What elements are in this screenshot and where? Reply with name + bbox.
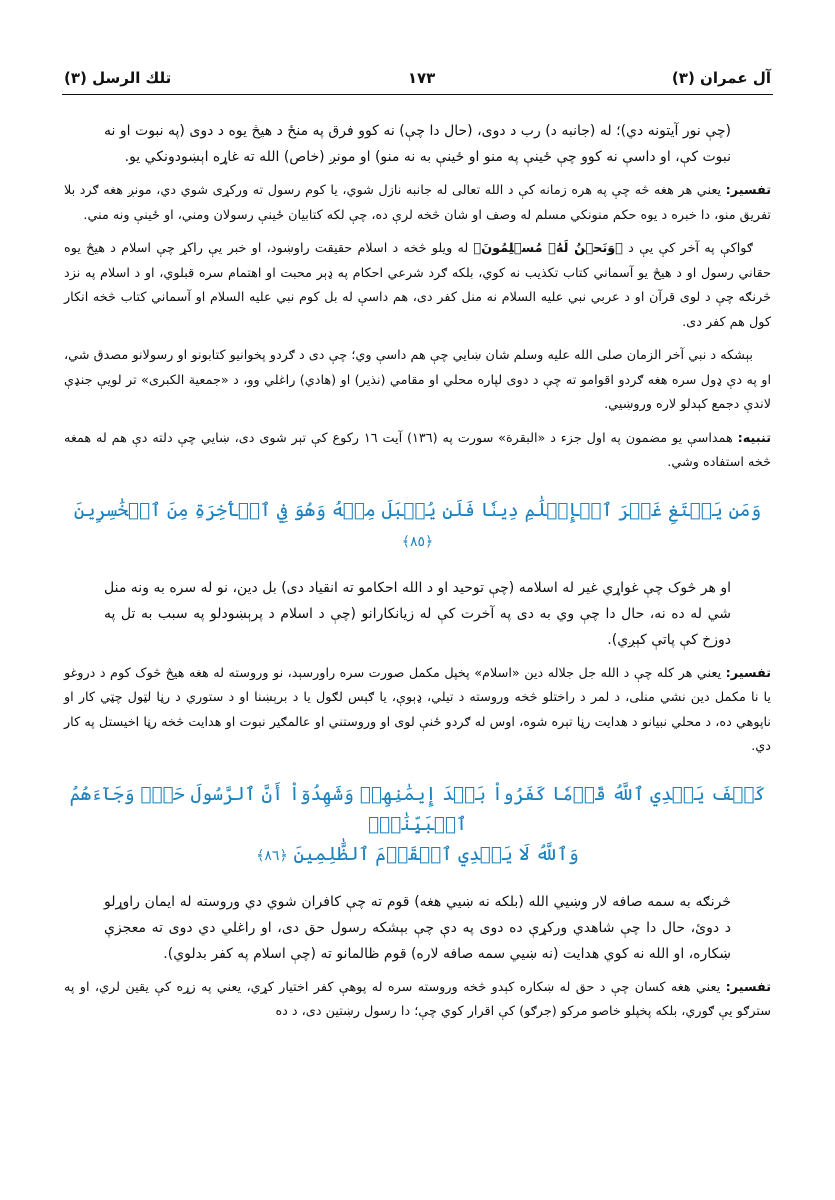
- right-running-title: آل عمران (٣): [671, 69, 771, 87]
- verse-text: كَيۡفَ يَهۡدِي ٱللَّهُ قَوۡمٗا كَفَرُواْ بَعۡدَ إِيمَٰنِهِمۡ وَشَهِدُوٓاْ أَنَّ ٱلرَّسُولَ حَقّٞ وَجَآءَهُمُ ٱلۡبَيِّنَٰتُۚ: [69, 783, 766, 835]
- tafsir-text: يعني هر هغه څه چې په هره زمانه کې د الله تعالی له جانبه نازل شوي، يا کوم رسول ته ورکړی شوي دي، مونږ هغه ګرد بلا تفريق منو، دا خبره د يوه حکم منونکي مسلم له وصف او شان څخه لرې ده، چې لکه کتابيان ځينې رسولان ومني، او ځينې ونه مني.: [64, 183, 771, 223]
- quranic-quote: ﴿وَنَحۡنُ لَهُۥ مُسۡلِمُونَ﴾: [473, 241, 623, 256]
- tafsir-paragraph: [64, 976, 771, 1025]
- page-number: ١٧٣: [407, 69, 436, 87]
- tafsir-label: تفسير:: [725, 979, 771, 995]
- commentary-text: ګواکې په آخر کې يې د: [628, 241, 753, 256]
- tafsir-paragraph: [64, 179, 771, 228]
- tanbih-paragraph: [64, 427, 771, 476]
- tafsir-label: تفسير:: [725, 183, 771, 198]
- verse-number: ٨٥: [409, 533, 426, 550]
- tafsir-label: تفسير:: [725, 665, 771, 681]
- verse-number-mark: ﴿٨٥﴾: [401, 533, 434, 550]
- verse-number-mark: ﴿٨٦﴾: [256, 847, 288, 864]
- quran-verse: [64, 496, 771, 557]
- quran-verse: [64, 780, 771, 871]
- tanbih-label: تنبيه:: [737, 430, 772, 446]
- page-body: [64, 118, 771, 1034]
- tafsir-paragraph: [64, 662, 771, 760]
- tanbih-text: همداسې يو مضمون په اول جزء د «البقرة» سورت په (١٣٦) آيت ١٦ رکوع کې تېر شوی دی، ښايي چې دلته دې هم له همغه څخه استفاده وشي.: [64, 430, 771, 470]
- commentary-paragraph: بېشکه د نبي آخر الزمان صلى الله عليه وسلم شان ښايي چې هم داسې وي؛ چې دی د ګردو پخوانيو کتابونو او رسولانو مصدق شي، او په دې ډول سره هغه ګردو اقوامو ته چې د دوی لپاره محلي او مقامي (نذير) او (هادي) راغلي وو، د «جمعية الکبری» تر لويې جنډې لاندې دجمع کېدلو لاره وروښيي.: [64, 348, 771, 412]
- verse-text: وَٱللَّهُ لَا يَهۡدِي ٱلۡقَوۡمَ ٱلظَّٰلِمِينَ: [293, 843, 579, 865]
- translation-paragraph: څرنګه به سمه صافه لار وښيي الله (بلکه نه ښيي هغه) قوم ته چې کافران شوي دي وروسته له ايمان راوړلو د دوئ، حال دا چې شاهدي ورکړې ده دوی په دې چې بېشکه رسول حق دی، او راغلي دي دوی ته معجزې ښکاره، او الله نه کوي هدايت (نه ښيي سمه صافه لاره) قوم ظالمانو ته (چې اسلام په کفر بدلوي).: [104, 893, 731, 962]
- page-header: [64, 62, 771, 94]
- commentary-paragraph: [64, 237, 771, 335]
- verse-number: ٨٦: [264, 847, 280, 864]
- commentary-text: له ويلو څخه د اسلام حقيقت راوښود، او خبر يې راکړ چې اسلام د هيڅ يوه حقاني رسول او د هيڅ يو آسماني کتاب تکذيب نه کوي، بلکه ګرد شرعي احکام په ډېر محبت او اهتمام سره قبلوي، او د اسلام په نزد څرنګه چې د لوی قرآن او د عربي نبي عليه السلام نه منل کفر دی، هم داسې له بل کوم نبي عليه السلام او آسماني کتاب څخه انکار کول هم کفر دی.: [64, 241, 771, 330]
- header-divider: [62, 94, 773, 95]
- translation-paragraph: (چې نور آيتونه دي)؛ له (جانبه د) رب د دوی، (حال دا چې) نه کوو فرق په منځ د هيڅ يوه د دوی (په نبوت او نه نبوت کې، او داسې نه کوو چې ځينې په منو او ځينې به نه منو) او مونږ (خاص) الله ته غاړه اېښودونکي يو.: [104, 123, 731, 165]
- verse-text: وَمَن يَبۡتَغِ غَيۡرَ ٱلۡإِسۡلَٰمِ دِينٗا فَلَن يُقۡبَلَ مِنۡهُ وَهُوَ فِي ٱلۡأٓخِرَةِ مِنَ ٱلۡخَٰسِرِينَ: [73, 499, 762, 521]
- tafsir-text: يعني هغه کسان چې د حق له ښکاره کېدو څخه وروسته سره له پوهې کفر اختيار کړي، يعني په زړه کې يقين لري، او په سترګو يې ګوري، بلکه پخپلو خاصو مرکو (جرګو) کې اقرار کوي چې؛ دا رسول رښتين دی، د ده: [64, 979, 771, 1019]
- translation-paragraph: او هر څوک چې غواړي غير له اسلامه (چې توحيد او د الله احکامو ته انقياد دی) بل دين، نو له سره به ونه منل شي له ده نه، حال دا چې وي به دی په آخرت کې له زيانکارانو (چې د اسلام د پرېښودلو په سبب به تل په دوزخ کې پاتې کېږي).: [104, 579, 731, 648]
- left-running-title: تلك الرسل (٣): [64, 69, 172, 87]
- tafsir-text: يعني هر کله چې د الله جل جلاله دين «اسلام» پخپل مکمل صورت سره راورسېد، نو وروسته له هغه هيڅ څوک کوم د دروغو يا نا مکمل دين نشي منلی، د لمر د راختلو څخه وروسته د تيلي، ډېوې، يا ګېس لګول يا د برېښنا او د ستوري د رڼا لټول چټي کار او ناپوهي ده، د محلي نبيانو د هدايت رڼا تېره شوه، اوس له ګردو ځنې لوی او وروستني او عالمګير نبوت او هدايت څخه رڼا اخيستل په کار دي.: [64, 665, 771, 754]
